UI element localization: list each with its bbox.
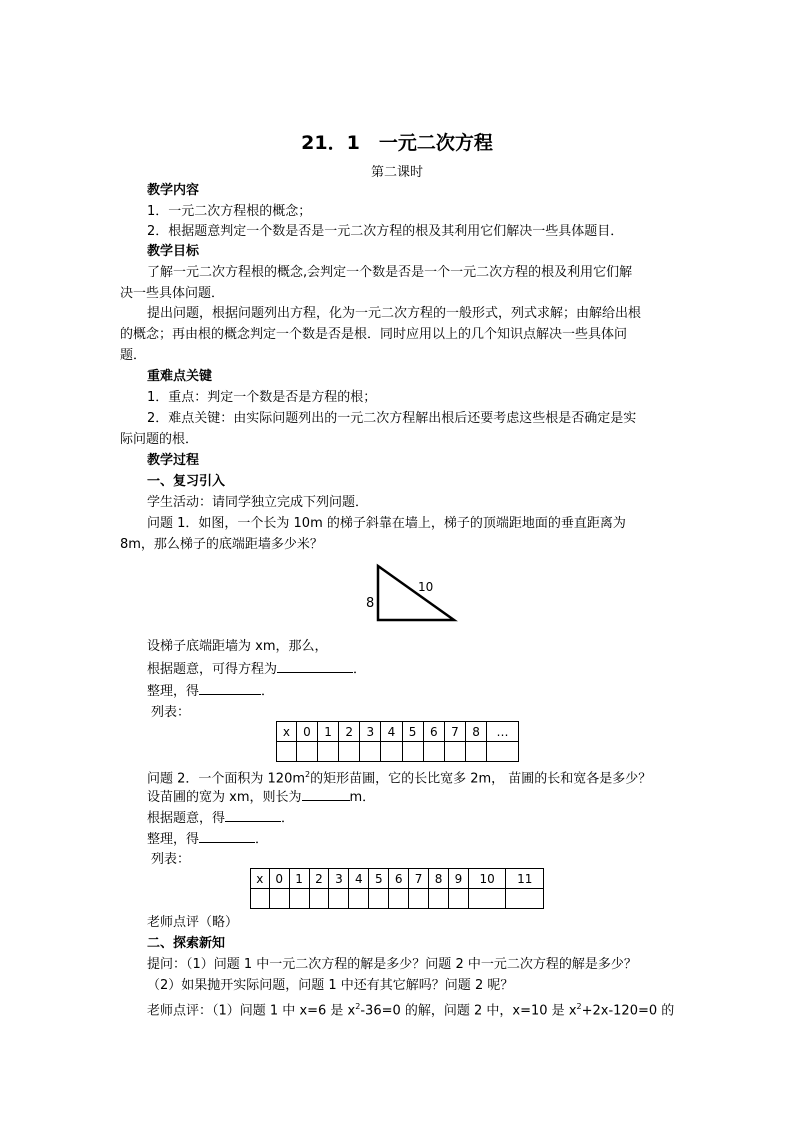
q2-let-unit: m． [349,790,376,805]
table-header-cell: 2 [309,869,329,889]
table-header-cell: 9 [448,869,468,889]
ask-1: 提问：（1）问题 1 中一元二次方程的解是多少？问题 2 中一元二次方程的解是多少？ [147,957,637,972]
q1-equation-label: 根据题意，可得方程为 [147,662,278,677]
table-header-cell: 5 [369,869,389,889]
q2-equation-label: 根据题意，得 [147,811,226,826]
table-value-cell[interactable] [317,742,338,762]
heading-process: 教学过程 [147,453,200,468]
q2-sup: 2 [305,770,311,779]
key-1: 1．重点：判定一个数是否是方程的根； [147,390,377,405]
question-1a: 问题 1．如图，一个长为 10m 的梯子斜靠在墙上，梯子的顶端距地面的垂直距离为 [147,516,626,531]
table-value-cell[interactable] [277,742,297,762]
table-1 [276,721,519,762]
table-value-cell[interactable] [309,889,329,909]
table-header-cell: x [251,869,270,889]
comment-c: +2x-120=0 的 [581,1003,675,1019]
goal-2a: 提出问题，根据问题列出方程，化为一元二次方程的一般形式，列式求解；由解给出根 [147,306,642,321]
table-header-cell: 10 [468,869,506,889]
table-header-cell: 7 [444,722,465,742]
q2-let-label: 设苗圃的宽为 xm，则长为 [147,790,302,805]
content-item-1: 1．一元二次方程根的概念； [147,204,312,219]
page-title: 21．1 一元二次方程 [301,132,493,154]
goal-1b: 决一些具体问题． [120,286,225,301]
q2-equation-period: ． [281,811,295,826]
table1-label: 列表： [151,705,191,720]
table-value-cell[interactable] [429,889,449,909]
table-value-cell[interactable] [251,889,270,909]
ladder-triangle-figure [360,560,470,630]
heading-content: 教学内容 [147,183,200,198]
table-value-cell[interactable] [369,889,389,909]
table-header-cell: 3 [360,722,381,742]
table-value-cell[interactable] [269,889,289,909]
q2-arrange-period: ． [255,832,269,847]
page-subtitle: 第二课时 [370,165,423,180]
heading-goal: 教学目标 [147,244,200,259]
table-header-cell: 8 [429,869,449,889]
goal-2c: 题． [120,348,147,363]
ask-2: （2）如果抛开实际问题，问题 1 中还有其它解吗？问题 2 呢？ [147,978,514,993]
question-1b: 8m，那么梯子的底端距墙多少米？ [120,537,323,552]
table-1-header-row [277,722,519,742]
heading-key: 重难点关键 [147,369,213,384]
heading-explore: 二、探索新知 [147,936,226,951]
table-header-cell: 6 [423,722,444,742]
table-header-cell: 7 [409,869,429,889]
q2-let-blank[interactable] [302,788,350,801]
table-header-cell: 0 [296,722,317,742]
table-value-cell[interactable] [465,742,486,762]
table2-label: 列表： [151,852,191,867]
table-value-cell[interactable] [448,889,468,909]
table-header-cell: 1 [289,869,309,889]
teacher-comment: 老师点评（略） [147,915,239,930]
comment-b: -36=0 的解，问题 2 中，x=10 是 x [360,1003,577,1019]
table-value-cell[interactable] [409,889,429,909]
table-value-cell[interactable] [349,889,369,909]
comment-sup-2: 2 [576,1002,582,1011]
q2-text-a: 问题 2．一个面积为 120m [147,771,306,787]
q2-equation-line [147,809,294,828]
q2-arrange-blank[interactable] [199,830,255,843]
table-2-value-row [251,889,544,909]
table-header-cell: 2 [339,722,360,742]
key-2a: 2．难点关键：由实际问题列出的一元二次方程解出根后还要考虑这些根是否确定是实 [147,411,637,426]
table-value-cell[interactable] [468,889,506,909]
table-value-cell[interactable] [506,889,544,909]
key-2b: 际问题的根． [120,432,199,447]
comment-a: 老师点评：（1）问题 1 中 x=6 是 x [147,1003,356,1019]
comment-sup-1: 2 [355,1002,361,1011]
table-header-cell: 4 [349,869,369,889]
q1-arrange-blank[interactable] [199,682,261,695]
table-value-cell[interactable] [444,742,465,762]
table-value-cell[interactable] [360,742,381,762]
triangle-side-label: 8 [366,596,375,611]
q2-arrange-label: 整理，得 [147,832,200,847]
table-value-cell[interactable] [296,742,317,762]
table-header-cell: 8 [465,722,486,742]
goal-2b: 的概念；再由根的概念判定一个数是否是根．同时应用以上的几个知识点解决一些具体问 [120,327,628,342]
table-2 [250,868,544,909]
table-value-cell[interactable] [289,889,309,909]
table-header-cell: x [277,722,297,742]
table-header-cell: 1 [317,722,338,742]
heading-review: 一、复习引入 [147,474,226,489]
q2-equation-blank[interactable] [225,809,281,822]
table-value-cell[interactable] [389,889,409,909]
triangle-shape [378,566,454,620]
q1-let: 设梯子底端距墙为 xm，那么， [147,639,328,654]
table-value-cell[interactable] [402,742,423,762]
goal-1a: 了解一元二次方程根的概念,会判定一个数是否是一个一元二次方程的根及利用它们解 [147,265,633,280]
q2-text-b: 的矩形苗圃，它的长比宽多 2m， 苗圃的长和宽各是多少？ [310,771,652,787]
q1-equation-line [147,660,366,679]
table-2-header-row [251,869,544,889]
question-2 [147,766,651,788]
q1-period: ． [353,662,367,677]
table-header-cell: 5 [402,722,423,742]
q2-arrange-line [147,830,268,849]
table-value-cell[interactable] [381,742,402,762]
q1-equation-blank[interactable] [277,660,353,673]
teacher-comment-2 [147,998,674,1020]
triangle-hyp-label: 10 [418,580,434,594]
table-value-cell[interactable] [339,742,360,762]
table-header-cell: 11 [506,869,544,889]
q1-arrange-line [147,682,274,701]
table-value-cell[interactable] [487,742,519,762]
table-header-cell: 6 [389,869,409,889]
table-value-cell[interactable] [423,742,444,762]
table-header-cell: … [487,722,519,742]
table-header-cell: 3 [329,869,349,889]
q1-arrange-label: 整理，得 [147,684,200,699]
table-value-cell[interactable] [329,889,349,909]
q2-let-line [147,788,375,807]
table-header-cell: 4 [381,722,402,742]
table-1-value-row [277,742,519,762]
table-header-cell: 0 [269,869,289,889]
q1-arrange-period: ． [261,684,275,699]
student-activity: 学生活动：请同学独立完成下列问题． [147,495,369,510]
content-item-2: 2．根据题意判定一个数是否是一元二次方程的根及其利用它们解决一些具体题目． [147,224,624,239]
